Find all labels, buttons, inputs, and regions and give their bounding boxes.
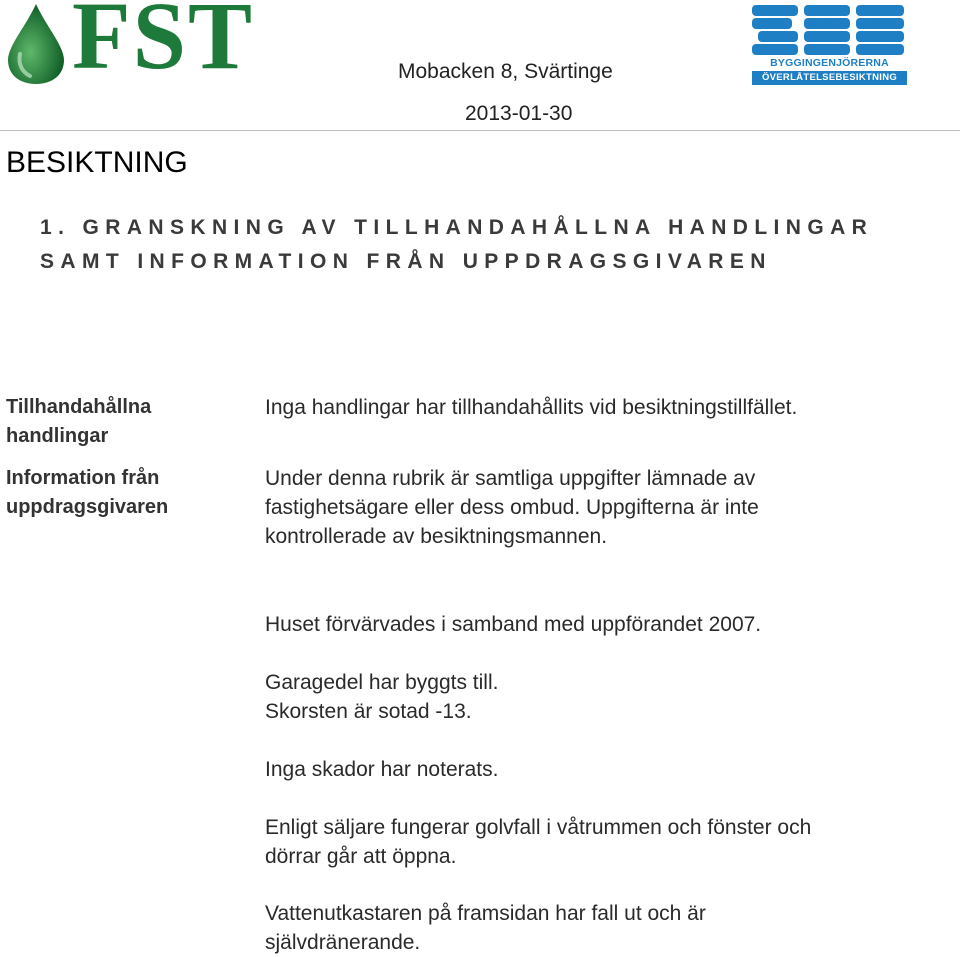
text-line: Under denna rubrik är samtliga uppgifter lämnade av	[265, 467, 756, 490]
note-outdoor-tap-line-1: Vattenutkastaren på framsidan har fall ut och är	[265, 902, 706, 925]
note-no-damage: Inga skador har noterats.	[265, 758, 499, 781]
text-line: kontrollerade av besiktningsmannen.	[265, 525, 608, 548]
water-drop-icon	[4, 2, 68, 86]
sbr-logo	[752, 5, 907, 85]
label-provided-documents	[6, 393, 151, 451]
document-title: BESIKTNING	[6, 146, 188, 179]
note-outdoor-tap-line-2: självdränerande.	[265, 931, 421, 954]
text-client-information	[265, 464, 759, 551]
sbr-logo-line-2: ÖVERLÅTELSEBESIKTNING	[752, 71, 907, 85]
label-line: uppdragsgivaren	[6, 496, 169, 518]
fst-logo-text: FST	[72, 0, 255, 89]
note-purchase: Huset förvärvades i samband med uppförandet 2007.	[265, 613, 762, 636]
text-line: Inga handlingar har tillhandahållits vid besiktningstillfället.	[265, 396, 798, 419]
inspection-date: 2013-01-30	[465, 102, 573, 125]
note-drains-line-1: Enligt säljare fungerar golvfall i våtrummen och fönster och	[265, 816, 812, 839]
note-chimney: Skorsten är sotad -13.	[265, 700, 472, 723]
note-drains-line-2: dörrar går att öppna.	[265, 845, 457, 868]
text-line: fastighetsägare eller dess ombud. Uppgifterna är inte	[265, 496, 759, 519]
label-client-information	[6, 464, 168, 522]
header-divider	[0, 130, 960, 131]
sbr-logo-line-1: BYGGINGENJÖRERNA	[770, 57, 889, 69]
note-garage: Garagedel har byggts till.	[265, 671, 499, 694]
sbr-logo-mark	[752, 5, 907, 55]
fst-logo	[4, 0, 274, 89]
section-heading: 1. GRANSKNING AV TILLHANDAHÅLLNA HANDLINGAR SAMT INFORMATION FRÅN UPPDRAGSGIVAREN	[40, 216, 874, 273]
label-line: handlingar	[6, 425, 109, 447]
text-provided-documents	[265, 393, 797, 422]
label-line: Information från	[6, 467, 160, 489]
label-line: Tillhandahållna	[6, 396, 152, 418]
property-address: Mobacken 8, Svärtinge	[398, 60, 613, 83]
